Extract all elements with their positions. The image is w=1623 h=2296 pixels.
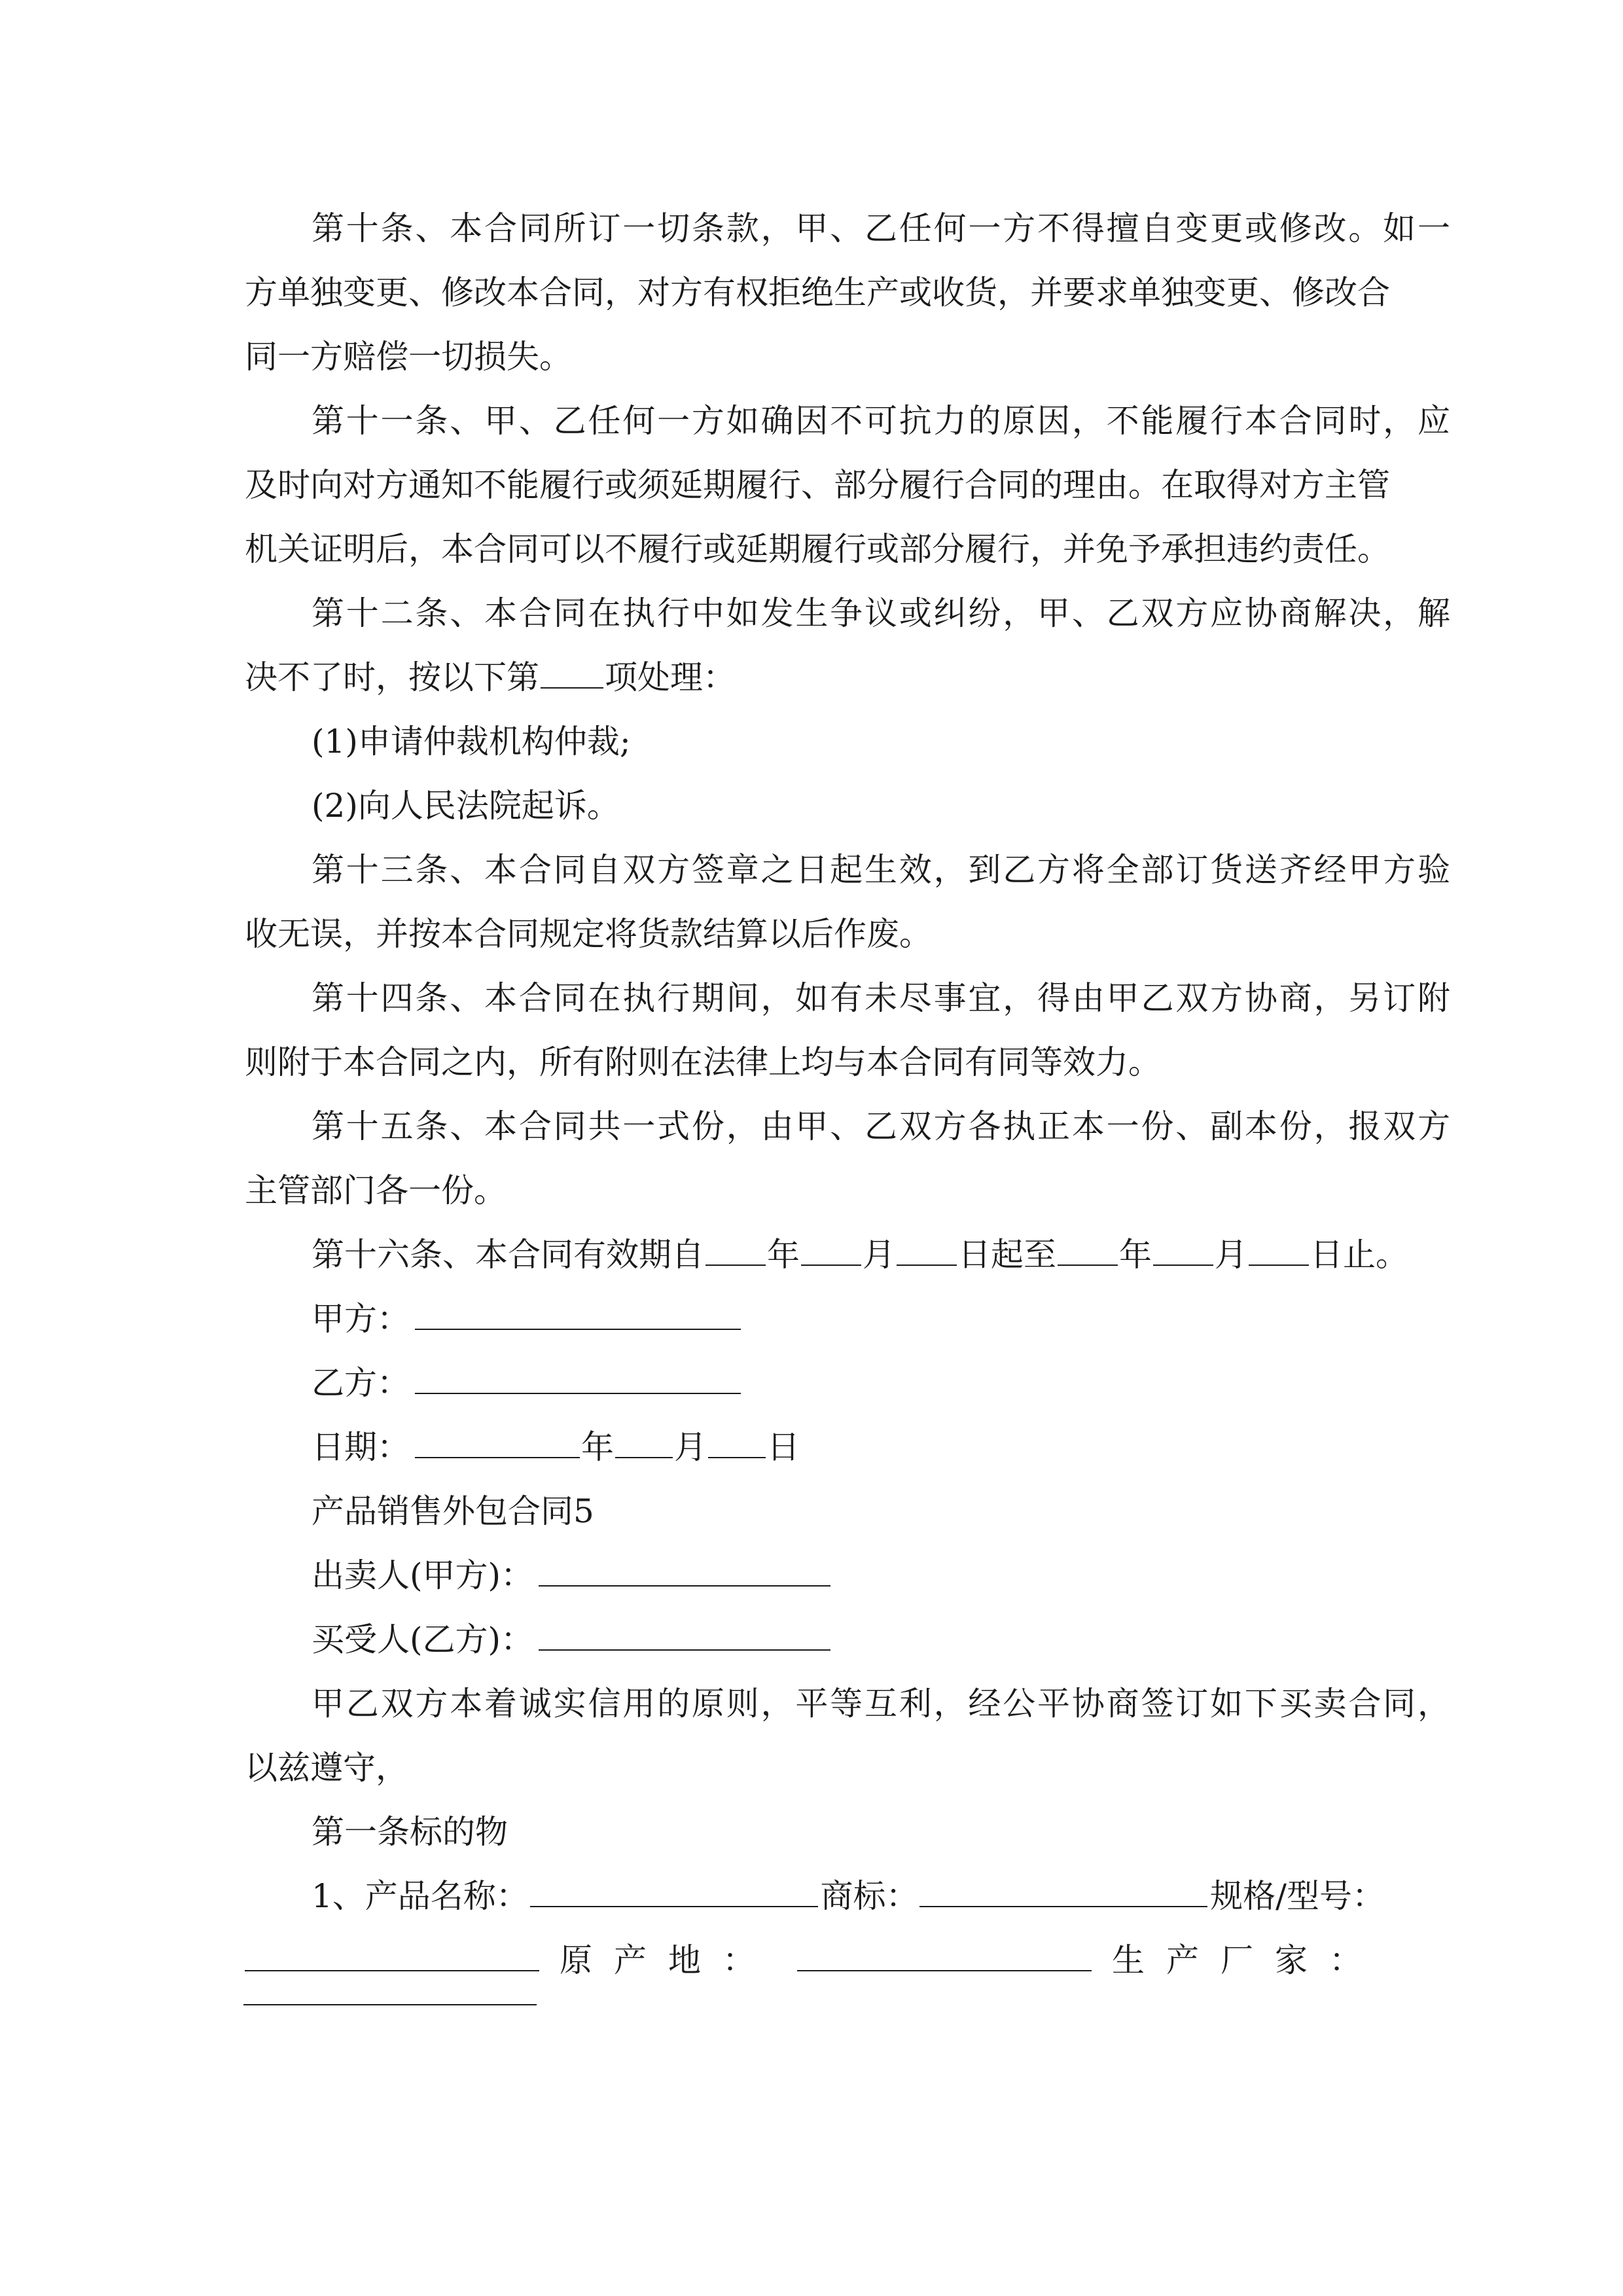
manufacturer-field[interactable] bbox=[243, 2004, 537, 2005]
party-b-field[interactable] bbox=[415, 1357, 741, 1394]
item-1-line bbox=[312, 1864, 1385, 1928]
clause-14-line-2: 则附于本合同之内，所有附则在法律上均与本合同有同等效力。 bbox=[245, 1043, 1161, 1081]
intro-line-2: 以兹遵守， bbox=[245, 1749, 408, 1787]
product-name-field[interactable] bbox=[530, 1871, 818, 1907]
product-name-label: 1、产品名称： bbox=[312, 1877, 529, 1915]
spec-label: 规格/型号： bbox=[1210, 1877, 1385, 1915]
clause-13-line-2: 收无误，并按本合同规定将货款结算以后作废。 bbox=[245, 915, 932, 953]
manufacturer-label: 生产厂家： bbox=[1112, 1941, 1383, 1979]
date-label: 日期： bbox=[312, 1428, 410, 1466]
buyer-label: 买受人(乙方)： bbox=[312, 1621, 534, 1659]
party-a-field[interactable] bbox=[415, 1293, 741, 1330]
clause-12-text-a: 决不了时，按以下第 bbox=[245, 658, 539, 696]
clause-16-year: 年 bbox=[767, 1236, 800, 1274]
start-day-blank[interactable] bbox=[897, 1229, 957, 1266]
item-1-group bbox=[312, 1864, 819, 1928]
clause-16-month: 月 bbox=[863, 1236, 895, 1274]
date-month-blank[interactable] bbox=[615, 1422, 673, 1458]
buyer-line bbox=[312, 1607, 1450, 1672]
end-month-blank[interactable] bbox=[1153, 1229, 1213, 1266]
intro-line-1: 甲乙双方本着诚实信用的原则，平等互利，经公平协商签订如下买卖合同， bbox=[312, 1685, 1450, 1723]
clause-16-line bbox=[312, 1223, 1450, 1287]
party-a-label: 甲方： bbox=[312, 1300, 410, 1338]
clause-10-line-2: 方单独变更、修改本合同，对方有权拒绝生产或收货，并要求单独变更、修改合 bbox=[245, 274, 1390, 312]
origin-label: 原产地： bbox=[560, 1941, 777, 1979]
clause-11-line-2: 及时向对方通知不能履行或须延期履行、部分履行合同的理由。在取得对方主管 bbox=[245, 466, 1390, 504]
end-day-blank[interactable] bbox=[1249, 1229, 1309, 1266]
buyer-field[interactable] bbox=[539, 1614, 830, 1651]
date-day: 日 bbox=[767, 1428, 800, 1466]
contract-5-title: 产品销售外包合同5 bbox=[312, 1492, 594, 1530]
seller-field[interactable] bbox=[539, 1550, 830, 1587]
clause-11-line-3: 机关证明后，本合同可以不履行或延期履行或部分履行，并免予承担违约责任。 bbox=[245, 530, 1390, 568]
date-line bbox=[312, 1415, 1450, 1479]
brand-field[interactable] bbox=[919, 1871, 1207, 1907]
clause-16-day-to: 日止。 bbox=[1310, 1236, 1408, 1274]
clause-11-line-1: 第十一条、甲、乙任何一方如确因不可抗力的原因，不能履行本合同时，应 bbox=[312, 402, 1450, 440]
party-a-line bbox=[312, 1287, 1450, 1351]
seller-line bbox=[312, 1543, 1450, 1607]
origin-line bbox=[245, 1928, 1383, 1992]
party-b-line bbox=[312, 1351, 1450, 1415]
date-month: 月 bbox=[674, 1428, 707, 1466]
origin-field[interactable] bbox=[797, 1935, 1092, 1971]
item-number-blank[interactable] bbox=[541, 652, 603, 689]
start-year-blank[interactable] bbox=[705, 1229, 766, 1266]
date-year-blank[interactable] bbox=[415, 1422, 580, 1458]
party-b-label: 乙方： bbox=[312, 1364, 410, 1402]
clause-12-line-1: 第十二条、本合同在执行中如发生争议或纠纷，甲、乙双方应协商解决，解 bbox=[312, 594, 1450, 632]
clause-16-year-2: 年 bbox=[1119, 1236, 1152, 1274]
clause-10-line-3: 同一方赔偿一切损失。 bbox=[245, 338, 572, 376]
clause-12-option-2: (2)向人民法院起诉。 bbox=[312, 787, 620, 825]
clause-15-line-2: 主管部门各一份。 bbox=[245, 1172, 507, 1210]
clause-16-day-from: 日起至 bbox=[958, 1236, 1056, 1274]
end-year-blank[interactable] bbox=[1058, 1229, 1118, 1266]
date-day-blank[interactable] bbox=[708, 1422, 766, 1458]
clause-16-prefix: 第十六条、本合同有效期自 bbox=[312, 1236, 704, 1274]
clause-14-line-1: 第十四条、本合同在执行期间，如有未尽事宜，得由甲乙双方协商，另订附 bbox=[312, 979, 1450, 1017]
date-year: 年 bbox=[581, 1428, 614, 1466]
article-1-heading: 第一条标的物 bbox=[312, 1813, 508, 1851]
start-month-blank[interactable] bbox=[801, 1229, 861, 1266]
brand-label: 商标： bbox=[820, 1877, 919, 1915]
brand-group bbox=[820, 1864, 1209, 1928]
clause-13-line-1: 第十三条、本合同自双方签章之日起生效，到乙方将全部订货送齐经甲方验 bbox=[312, 851, 1450, 889]
clause-16-month-2: 月 bbox=[1215, 1236, 1247, 1274]
clause-10-line-1: 第十条、本合同所订一切条款，甲、乙任何一方不得擅自变更或修改。如一 bbox=[312, 209, 1450, 247]
seller-label: 出卖人(甲方)： bbox=[312, 1556, 534, 1594]
clause-12-line-2 bbox=[245, 645, 1383, 709]
clause-15-line-1: 第十五条、本合同共一式份，由甲、乙双方各执正本一份、副本份，报双方 bbox=[312, 1107, 1450, 1145]
clause-12-option-1: (1)申请仲裁机构仲裁; bbox=[312, 723, 631, 761]
spec-field[interactable] bbox=[245, 1935, 539, 1971]
clause-12-text-b: 项处理： bbox=[605, 658, 736, 696]
